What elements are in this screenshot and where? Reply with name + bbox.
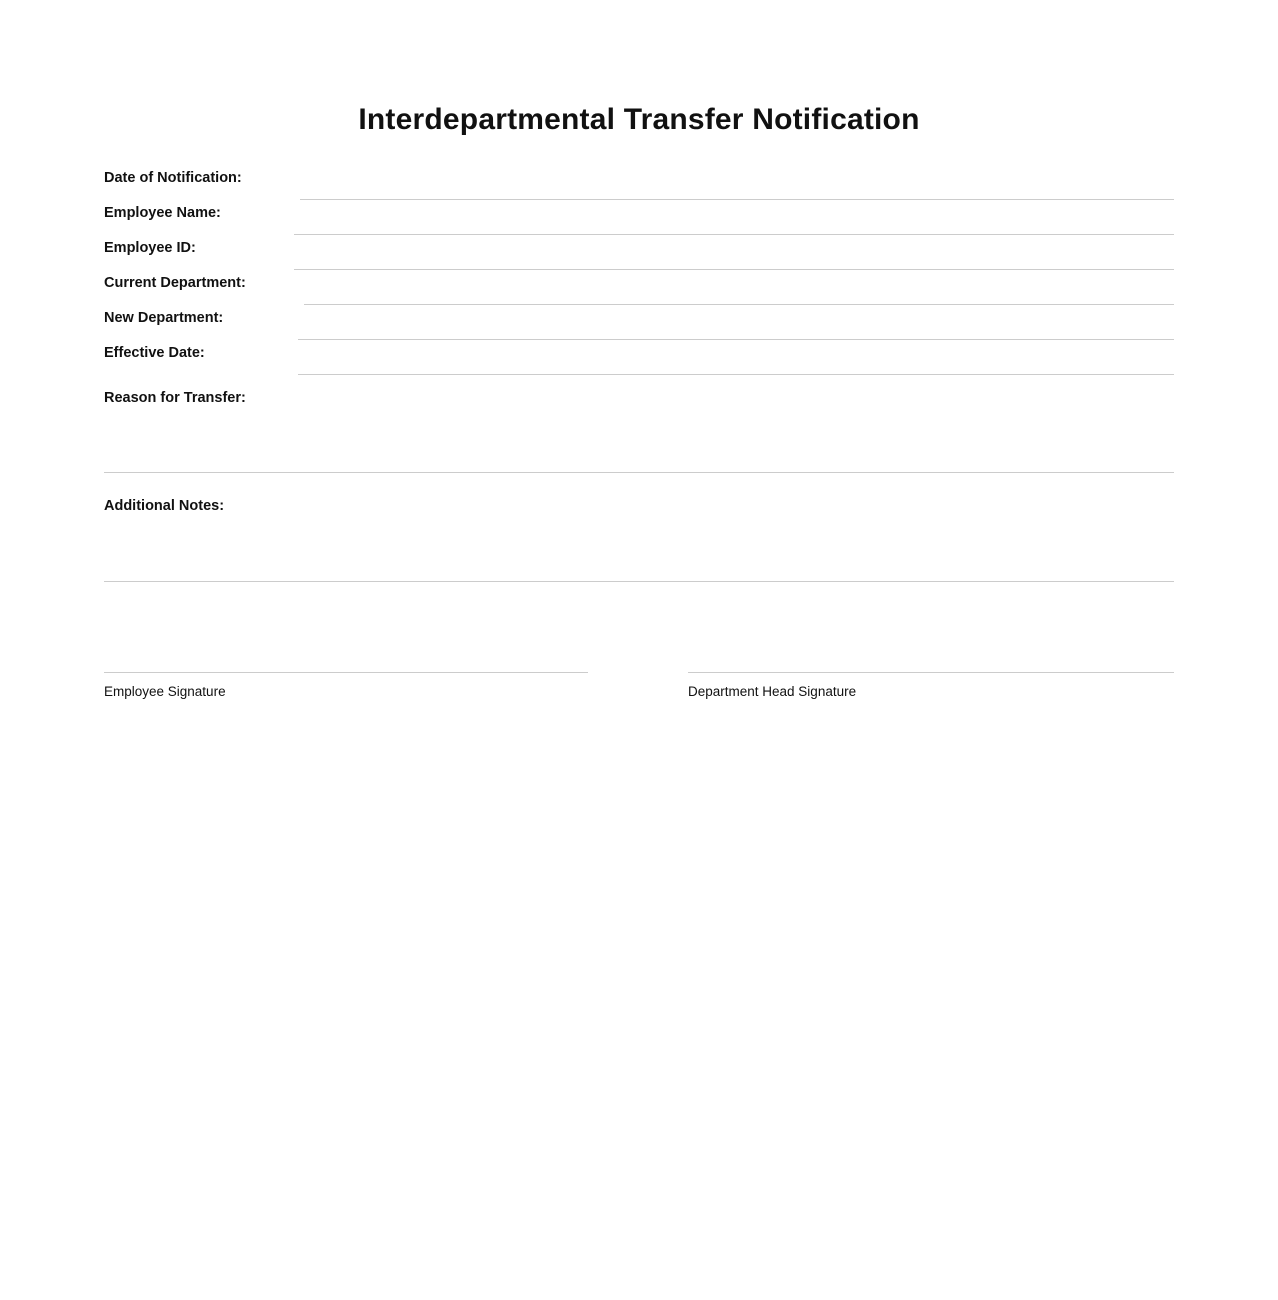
block-input-additional-notes[interactable] — [104, 581, 1174, 582]
signature-caption-department-head: Department Head Signature — [688, 684, 857, 699]
field-input-employee-id[interactable] — [294, 269, 1174, 270]
field-input-effective-date[interactable] — [298, 374, 1174, 375]
block-label-additional-notes: Additional Notes: — [104, 498, 225, 514]
page-title: Interdepartmental Transfer Notification — [358, 103, 920, 136]
field-label-employee-id: Employee ID: — [104, 240, 196, 256]
field-row-date-of-notification — [104, 168, 1174, 203]
field-label-new-department: New Department: — [104, 310, 224, 326]
field-input-current-department[interactable] — [304, 304, 1174, 305]
field-row-effective-date — [104, 343, 1174, 378]
block-label-reason-for-transfer: Reason for Transfer: — [104, 390, 246, 406]
signature-input-department-head[interactable] — [688, 672, 1174, 673]
field-label-current-department: Current Department: — [104, 275, 246, 291]
field-input-employee-name[interactable] — [294, 234, 1174, 235]
field-input-date-of-notification[interactable] — [300, 199, 1174, 200]
field-row-current-department — [104, 273, 1174, 308]
signature-input-employee[interactable] — [104, 672, 588, 673]
field-label-date-of-notification: Date of Notification: — [104, 170, 242, 186]
signature-caption-employee: Employee Signature — [104, 684, 226, 699]
block-input-reason-for-transfer[interactable] — [104, 472, 1174, 473]
field-label-employee-name: Employee Name: — [104, 205, 221, 221]
field-row-employee-name — [104, 203, 1174, 238]
field-row-employee-id — [104, 238, 1174, 273]
field-input-new-department[interactable] — [298, 339, 1174, 340]
field-label-effective-date: Effective Date: — [104, 345, 205, 361]
field-row-new-department — [104, 308, 1174, 343]
